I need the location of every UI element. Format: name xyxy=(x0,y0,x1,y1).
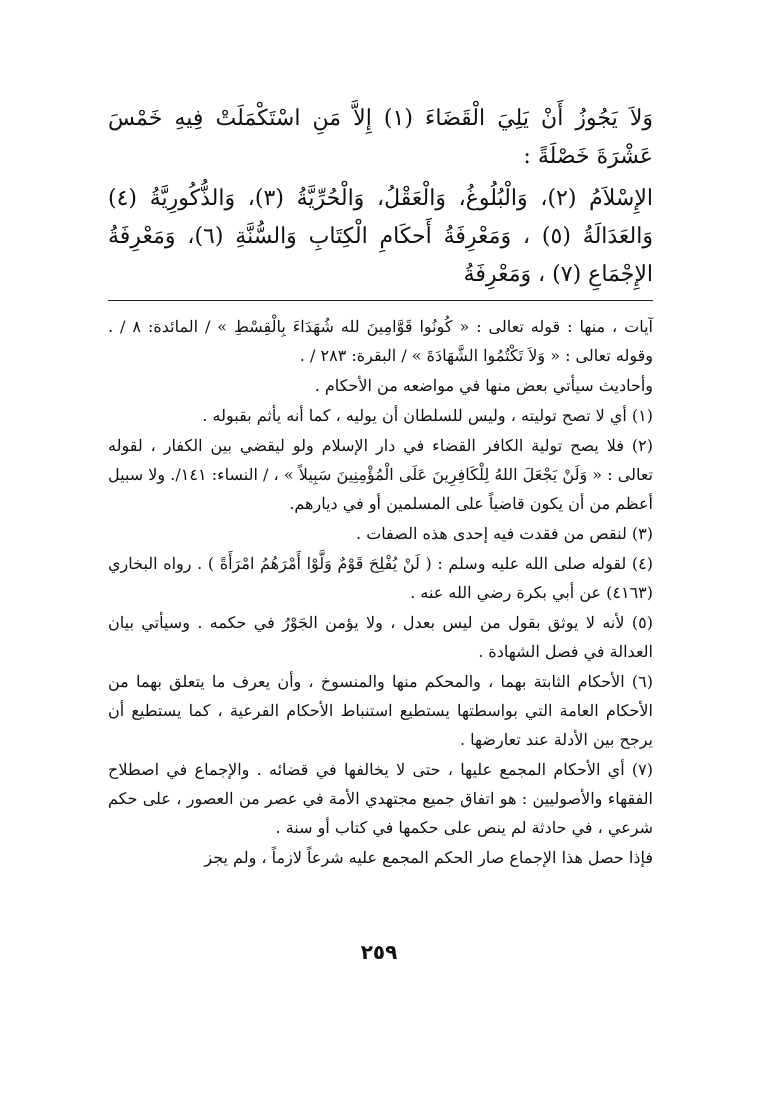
footnote: آيات ، منها : قوله تعالى : « كُونُوا قَوَّامِينَ لله شُهَدَاءَ بِالْقِسْطِ » / المائدة: ٨ / . وقوله تعالى : « وَلاَ تَكْتُمُوا الشَّهَادَةَ » / البقرة: ٢٨٣ / . xyxy=(108,317,653,365)
main-text-line: الإِسْلاَمُ (٢)، وَالْبُلُوغُ، وَالْعَقْلُ، وَالْحُرِّيَّةُ (٣)، وَالذُّكُورِيَّةُ (٤) وَالعَدَالَةُ (٥) ، وَمَعْرِفَةُ أَحكَامِ الْكِتَابِ وَالسُّنَّةِ (٦)، وَمَعْرِفَةُ الإِجْمَاعِ (٧) ، وَمَعْرِفَةُ xyxy=(108,186,653,287)
footnote: (٢) فلا يصح تولية الكافر القضاء في دار الإسلام ولو ليقضي بين الكفار ، لقوله تعالى : « وَلَنْ يَجْعَلَ اللهُ لِلْكَافِرِينَ عَلَى الْمُؤْمِنِينَ سَبِيلاً » ، / النساء: ١٤١/. ولا سبيل أعظم من أن يكون قاضياً على المسلمين أو في ديارهم. xyxy=(108,436,654,513)
main-text-line: وَلاَ يَجُوزُ أَنْ يَلِيَ الْقَضَاءَ (١) إِلاَّ مَنِ اسْتَكْمَلَتْ فِيهِ خَمْسَ عَشْرَةَ خَصْلَةً : xyxy=(108,106,653,169)
footnote: (٥) لأنه لا يوثق بقول من ليس بعدل ، ولا يؤمن الجَوْرُ في حكمه . وسيأتي بيان العدالة في فصل الشهادة . xyxy=(108,613,653,661)
footnote: وأحاديث سيأتي بعض منها في مواضعه من الأحكام . xyxy=(314,376,653,395)
footnote: (٧) أي الأحكام المجمع عليها ، حتى لا يخالفها في قضائه . والإجماع في اصطلاح الفقهاء والأصوليين : هو اتفاق جميع مجتهدي الأمة في عصر من العصور ، على حكم شرعي ، في حادثة لم ينص على حكمها في كتاب أو سنة . xyxy=(108,760,653,837)
footnote: فإذا حصل هذا الإجماع صار الحكم المجمع عليه شرعاً لازماً ، ولم يجز xyxy=(204,848,653,867)
footnotes xyxy=(108,312,653,873)
main-text xyxy=(108,100,653,298)
footnote: (٤) لقوله صلى الله عليه وسلم : ( لَنْ يُفْلِحَ قَوْمٌ وَلَّوْا أَمْرَهُمُ امْرَأَةً ) . رواه البخاري (٤١٦٣) عن أبي بكرة رضي الله عنه . xyxy=(108,554,653,602)
footnote: (١) أي لا تصح توليته ، وليس للسلطان أن يوليه ، كما أنه يأثم بقبوله . xyxy=(202,406,653,425)
footnote-divider xyxy=(108,300,653,301)
page-number: ٢٥٩ xyxy=(360,940,398,964)
footnote: (٣) لنقص من فقدت فيه إحدى هذه الصفات . xyxy=(356,524,653,543)
footnote: (٦) الأحكام الثابتة بهما ، والمحكم منها والمنسوخ ، وأن يعرف ما يتعلق بهما من الأحكام العامة التي بواسطتها يستطيع استنباط الأحكام الفرعية ، كما يستطيع أن يرجح بين الأدلة عند تعارضها . xyxy=(108,672,653,749)
